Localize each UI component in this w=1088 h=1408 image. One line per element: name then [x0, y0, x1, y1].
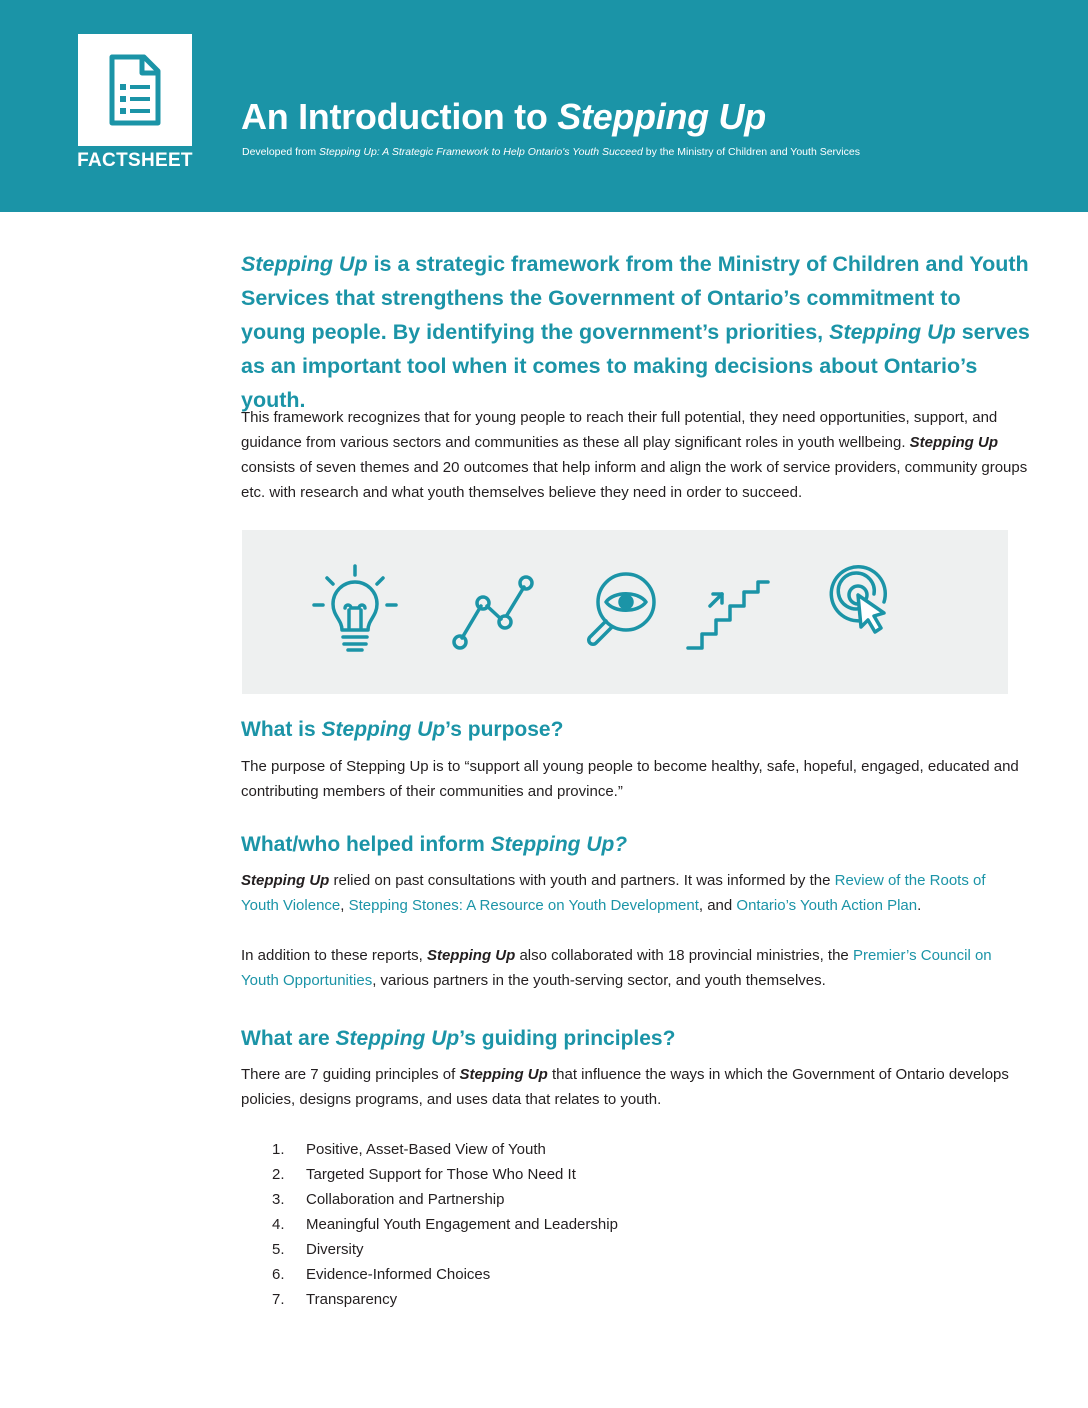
line-chart-icon — [450, 564, 534, 656]
framework-paragraph: This framework recognizes that for young people to reach their full potential, they need opportunities, support, and guidance from various sectors and communities as these all play significant roles in youth wellbeing. Stepping Up consists of seven themes and 20 outcomes that help inform and align the work of service providers, community groups etc. with research and what youth themselves believe they need in order to succeed. — [241, 409, 1028, 501]
header-banner — [0, 0, 1088, 212]
inform-heading: What/who helped inform Stepping Up? — [241, 833, 628, 856]
page-subtitle: Developed from Stepping Up: A Strategic Framework to Help Ontario's Youth Succeed by the Ministry of Children and Youth Services — [242, 146, 860, 158]
link-youth-action-plan[interactable]: Ontario’s Youth Action Plan — [736, 897, 918, 914]
link-roots-of-youth-violence[interactable]: Review of the Roots of Youth Violence — [241, 872, 986, 914]
inform-paragraph: Stepping Up relied on past consultations with youth and partners. It was informed by the Review of the Roots of Youth Violence, Stepping Stones: A Resource on Youth Development, and Ontario’s Youth Action Plan. — [241, 872, 986, 914]
list-item: 3. Collaboration and Partnership — [272, 1191, 505, 1208]
stairs-arrow-icon — [686, 564, 770, 656]
factsheet-badge — [78, 34, 192, 146]
page-title: An Introduction to Stepping Up — [241, 96, 766, 137]
intro-lead: Stepping Up is a strategic framework from the Ministry of Children and Youth Services that strengthens the Government of Ontario’s commitment to young people. By identifying the government’s priorities, Stepping Up serves as an important tool when it comes to making decisions about Ontario’s youth. — [241, 252, 1030, 412]
link-premiers-council[interactable]: Premier’s Council on Youth Opportunities — [241, 947, 992, 989]
purpose-paragraph: The purpose of Stepping Up is to “support all young people to become healthy, safe, hopeful, engaged, educated and contributing members of their communities and province.” — [241, 758, 1019, 800]
principles-list — [272, 1137, 618, 1312]
lightbulb-icon — [312, 564, 398, 656]
list-item: 2. Targeted Support for Those Who Need It — [272, 1166, 576, 1183]
purpose-heading: What is Stepping Up’s purpose? — [241, 718, 564, 741]
link-stepping-stones[interactable]: Stepping Stones: A Resource on Youth Development — [348, 897, 699, 914]
list-item: 5. Diversity — [272, 1241, 364, 1258]
list-item: 1. Positive, Asset-Based View of Youth — [272, 1141, 546, 1158]
principles-heading: What are Stepping Up’s guiding principles? — [241, 1027, 676, 1050]
target-cursor-icon — [828, 564, 894, 656]
list-item: 6. Evidence-Informed Choices — [272, 1266, 491, 1283]
document-list-icon — [108, 54, 162, 126]
factsheet-label: FACTSHEET — [77, 150, 193, 171]
principles-intro: There are 7 guiding principles of Stepping Up that influence the ways in which the Government of Ontario develops policies, designs programs, and uses data that relates to youth. — [241, 1066, 1009, 1108]
list-item: 4. Meaningful Youth Engagement and Leadership — [272, 1216, 618, 1233]
list-item: 7. Transparency — [272, 1291, 398, 1308]
icon-panel — [242, 530, 1008, 694]
collaboration-paragraph: In addition to these reports, Stepping Up also collaborated with 18 provincial ministries, the Premier’s Council on Youth Opportunities, various partners in the youth-serving sector, and youth themselves. — [241, 947, 992, 989]
magnifier-eye-icon — [584, 564, 660, 656]
